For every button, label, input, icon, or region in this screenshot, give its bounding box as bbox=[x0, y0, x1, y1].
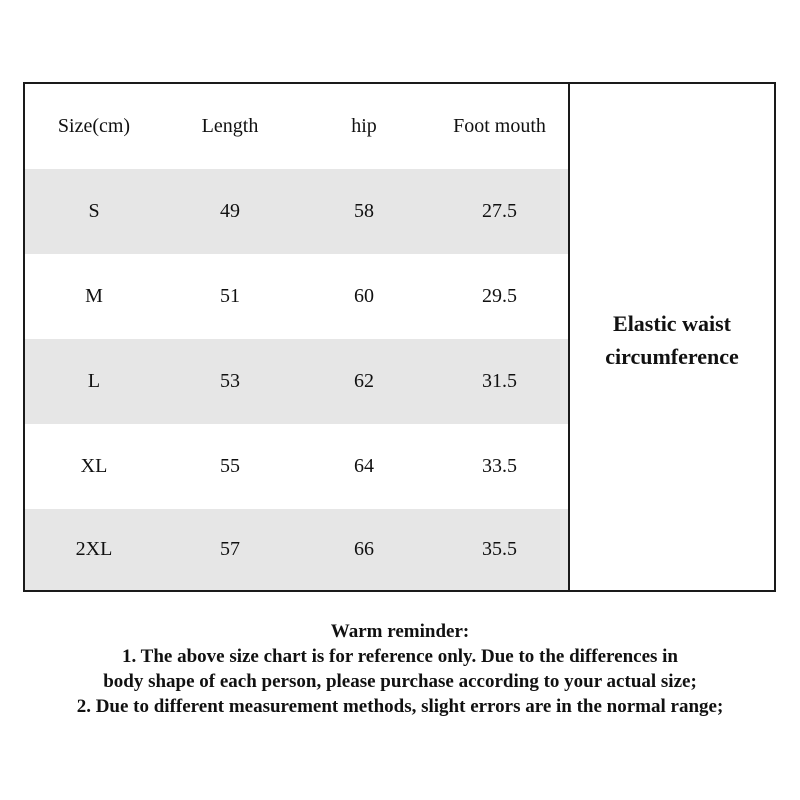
size-cell: 2XL bbox=[75, 538, 113, 560]
waist-note-line: Elastic waist bbox=[613, 311, 731, 336]
hip-cell: 60 bbox=[354, 285, 374, 307]
hip-cell: 64 bbox=[354, 455, 374, 477]
header-length: Length bbox=[201, 115, 259, 137]
hip-cell: 62 bbox=[354, 370, 374, 392]
size-cell: L bbox=[87, 370, 101, 392]
size-cell: M bbox=[85, 285, 103, 307]
table-row bbox=[25, 509, 568, 590]
table-row bbox=[25, 339, 568, 424]
table-row bbox=[25, 169, 568, 254]
size-cell: S bbox=[88, 200, 100, 222]
waist-note bbox=[605, 307, 739, 373]
table-row bbox=[25, 254, 568, 339]
foot-mouth-cell: 35.5 bbox=[482, 538, 517, 560]
hip-cell: 66 bbox=[354, 538, 374, 560]
header-size: Size(cm) bbox=[57, 115, 131, 137]
reminder-line: body shape of each person, please purchase according to your actual size; bbox=[103, 671, 697, 692]
reminder-title: Warm reminder: bbox=[330, 621, 470, 642]
foot-mouth-cell: 31.5 bbox=[482, 370, 517, 392]
length-cell: 53 bbox=[220, 370, 240, 392]
foot-mouth-cell: 29.5 bbox=[482, 285, 517, 307]
waist-note-panel bbox=[568, 84, 774, 590]
table-header-row bbox=[25, 84, 568, 169]
size-chart-grid bbox=[25, 84, 568, 590]
foot-mouth-cell: 33.5 bbox=[482, 455, 517, 477]
table-row bbox=[25, 424, 568, 509]
size-cell: XL bbox=[80, 455, 108, 477]
foot-mouth-cell: 27.5 bbox=[482, 200, 517, 222]
length-cell: 57 bbox=[220, 538, 240, 560]
reminder-line: 1. The above size chart is for reference only. Due to the differences in bbox=[121, 646, 678, 667]
length-cell: 55 bbox=[220, 455, 240, 477]
length-cell: 51 bbox=[220, 285, 240, 307]
size-chart-table bbox=[23, 82, 776, 592]
waist-note-line: circumference bbox=[605, 344, 739, 369]
length-cell: 49 bbox=[220, 200, 240, 222]
warm-reminder bbox=[0, 619, 800, 719]
header-foot-mouth: Foot mouth bbox=[453, 115, 546, 137]
header-hip: hip bbox=[351, 115, 377, 137]
hip-cell: 58 bbox=[354, 200, 374, 222]
reminder-line: 2. Due to different measurement methods, slight errors are in the normal range; bbox=[76, 696, 724, 717]
